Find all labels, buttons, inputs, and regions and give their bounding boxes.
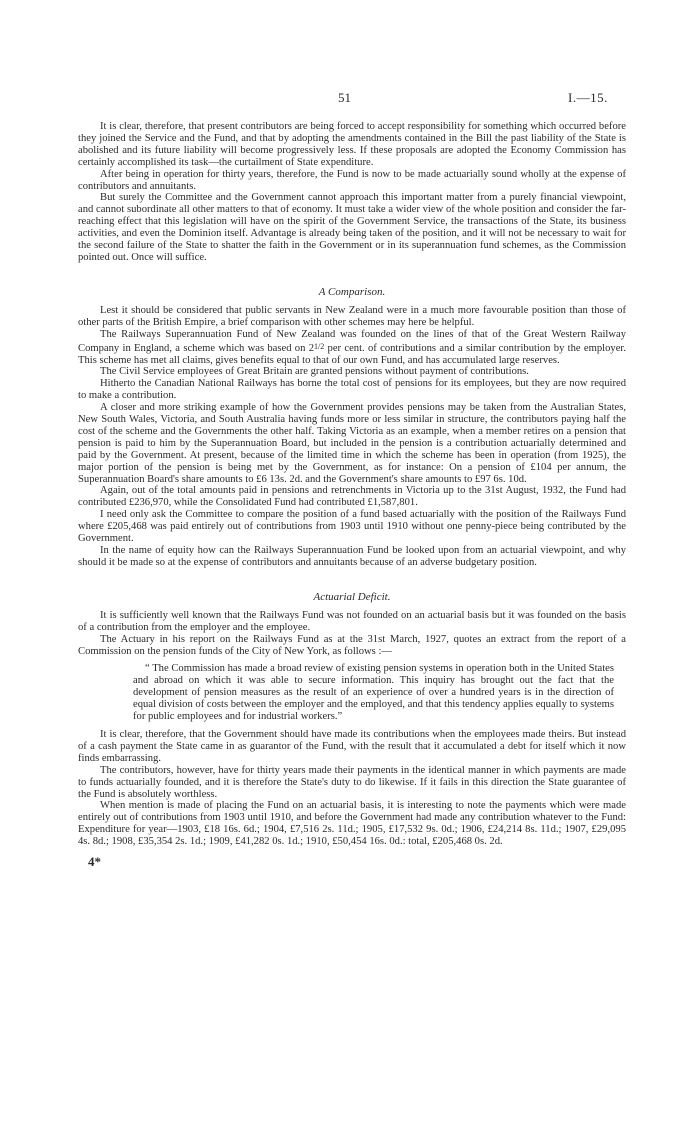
deficit-paragraph: The contributors, however, have for thirty years made their payments in the identical manner in which payments are made to funds actuarially founded, and it is therefore the State's duty to do likewise. If it fails in this direction the State guarantee of the Fund is absolutely worthless. [78,764,626,800]
intro-paragraph: After being in operation for thirty years, therefore, the Fund is now to be made actuarially sound wholly at the expense of contributors and annuitants. [78,168,626,192]
page-number: 51 [338,90,351,105]
comparison-paragraph: A closer and more striking example of how the Government provides pensions may be taken from the Australian States, New South Wales, Victoria, and South Australia having funds more or less similar in structure, the contributors paying half the cost of the scheme and the Governments the other half. Taking Victoria as an example, when a member retires on a pension that pension is paid to him by the Superannuation Board, but included in the pension is a contribution actuarially determined and paid by the Government. At present, because of the limited time in which the scheme has been in operation (from 1925), the major portion of the pension is being met by the Government, as for instance: On a pension of £104 per annum, the Superannuation Board's share amounts to £6 13s. 2d. and the Government's share amounts to £97 6s. 10d. [78,402,626,485]
intro-paragraph: But surely the Committee and the Government cannot approach this important matter from a purely financial viewpoint, and cannot subordinate all other matters to that of economy. It must take a wider view of the whole position and consider the far-reaching effect that this legislation will have on the spirit of the Government Service, the transactions of the State, its business activities, and even the Dominion itself. Advantage is already being taken of the position, and it will not be necessary to wait for the second failure of the State to shatter the faith in the Government or in its superannuation fund schemes, as the Commission pointed out. Once will suffice. [78,192,626,263]
intro-paragraph: It is clear, therefore, that present contributors are being forced to accept responsibility for something which occurred before they joined the Service and the Fund, and that by adopting the amendments contained in the Bill the past liability of the State is abolished and its future liability will become progressively less. If these proposals are adopted the Economy Commission has certainly accomplished its task—the curtailment of State expenditure. [78,121,626,168]
section-heading-actuarial-deficit: Actuarial Deficit. [313,590,391,603]
block-quote [133,663,614,723]
deficit-paragraph: The Actuary in his report on the Railways Fund as at the 31st March, 1927, quotes an extract from the report of a Commission on the pension funds of the City of New York, as follows :— [78,633,626,657]
section-heading-comparison: A Comparison. [318,285,386,298]
comparison-text: per cent. of contributions and a similar contribution by the employer. This scheme has met all claims, gives benefits equal to that of our own Fund, and has accumulated large reserves. [78,342,626,366]
comparison-paragraph: In the name of equity how can the Railways Superannuation Fund be looked upon from an actuarial viewpoint, and why should it be made so at the expense of contributors and annuitants because of an adverse budgetary position. [78,545,626,568]
document-reference: I.—15. [568,90,608,105]
comparison-paragraph: I need only ask the Committee to compare the position of a fund based actuarially with the position of the Railways Fund where £205,468 was paid entirely out of contributions from 1903 until 1910 without one penny-piece being contributed by the Government. [78,509,626,545]
fraction: 1/2 [314,341,325,351]
comparison-paragraph: Lest it should be considered that public servants in New Zealand were in a much more favourable position than those of other parts of the British Empire, a brief comparison with other schemes may here be helpful. [78,304,626,328]
signature-mark: 4* [88,854,101,870]
document-body [78,121,626,868]
quote-text: “ The Commission has made a broad review of existing pension systems in operation both in the United States and abroad on which it was able to secure information. This inquiry has brought out the fact that the development of pension measures as the result of an experience of over a hundred years is in the direction of equal division of costs between the employer and the employed, and that this tendency applies equally to systems for public employees and for industrial workers.” [133,663,614,723]
deficit-paragraph: It is clear, therefore, that the Government should have made its contributions when the employees made theirs. But instead of a cash payment the State came in as guarantor of the Fund, with the result that it accumulated a debt for itself which it now finds embarrassing. [78,728,626,764]
comparison-paragraph: The Civil Service employees of Great Britain are granted pensions without payment of contributions. [100,366,529,378]
deficit-paragraph: It is sufficiently well known that the Railways Fund was not founded on an actuarial basis but it was founded on the basis of a contribution from the employer and the employee. [78,609,626,633]
comparison-paragraph: Hitherto the Canadian National Railways has borne the total cost of pensions for its employees, but they are now required to make a contribution. [78,378,626,402]
comparison-text: The Railways Superannuation Fund of New Zealand was founded on the lines of that of the Great Western Railway Company in England, a scheme which was based on 2 [78,328,626,354]
page-header [0,92,700,108]
deficit-paragraph: When mention is made of placing the Fund on an actuarial basis, it is interesting to note the payments which were made entirely out of contributions from 1903 until 1910, and before the Government had made any contribution whatever to the Fund: Expenditure for year—1903, £18 16s. 6d.; 1904, £7,516 2s. 11d.; 1905, £17,532 9s. 0d.; 1906, £24,214 8s. 11d.; 1907, £29,095 4s. 8d.; 1908, £35,354 2s. 1d.; 1909, £41,282 0s. 1d.; 1910, £50,454 16s. 0d.: total, £205,468 0s. 2d. [78,800,626,848]
comparison-paragraph [78,329,626,367]
comparison-paragraph: Again, out of the total amounts paid in pensions and retrenchments in Victoria up to the 31st August, 1932, the Fund had contributed £236,970, while the Consolidated Fund had contributed £1,587,801. [78,485,626,509]
